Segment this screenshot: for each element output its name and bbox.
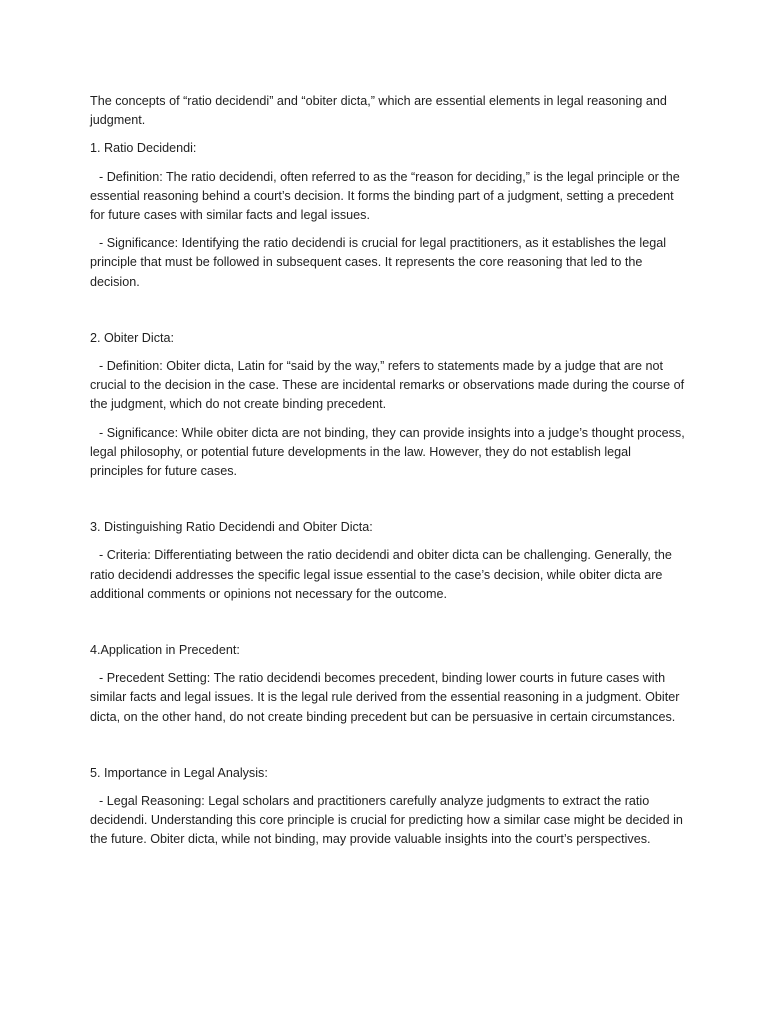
ratio-definition-paragraph: - Definition: The ratio decidendi, often referred to as the “reason for deciding,” is the legal principle or the essential reasoning behind a court’s decision. It forms the binding part of a judgment, setting a precedent for future cases with similar facts and legal issues. xyxy=(90,169,680,223)
section-heading-obiter-dicta: 2. Obiter Dicta: xyxy=(90,330,174,345)
application-precedent-paragraph: - Precedent Setting: The ratio decidendi becomes precedent, binding lower courts in future cases with similar facts and legal issues. It is the legal rule derived from the essential reasoning in a judgment. Obiter dicta, on the other hand, do not create binding precedent but can be persuasive in certain circumstances. xyxy=(90,671,680,724)
obiter-significance-paragraph: - Significance: While obiter dicta are not binding, they can provide insights into a judge’s thought process, legal philosophy, or potential future developments in the law. However, they do not establish legal principles for future cases. xyxy=(90,425,685,479)
ratio-significance-paragraph: - Significance: Identifying the ratio decidendi is crucial for legal practitioners, as it establishes the legal principle that must be followed in subsequent cases. It represents the core reasoning that led to the decision. xyxy=(90,236,667,289)
obiter-definition-paragraph: - Definition: Obiter dicta, Latin for “said by the way,” refers to statements made by a judge that are not crucial to the decision in the case. These are incidental remarks or observations made during the course of the judgment, which do not create binding precedent. xyxy=(90,359,685,412)
section-heading-application: 4.Application in Precedent: xyxy=(90,643,240,658)
section-heading-importance: 5. Importance in Legal Analysis: xyxy=(90,765,268,780)
section-spacer xyxy=(90,736,686,764)
section-spacer xyxy=(90,301,686,329)
distinguishing-criteria-paragraph: - Criteria: Differentiating between the ratio decidendi and obiter dicta can be challenging. Generally, the ratio decidendi addresses the specific legal issue essential to the case’s decision, while obiter dicta are additional comments or opinions not necessary for the outcome. xyxy=(90,548,672,601)
section-spacer xyxy=(90,613,686,641)
section-heading-ratio-decidendi: 1. Ratio Decidendi: xyxy=(90,141,197,156)
section-heading-distinguishing: 3. Distinguishing Ratio Decidendi and Obiter Dicta: xyxy=(90,520,373,535)
document-page xyxy=(90,92,686,859)
importance-reasoning-paragraph: - Legal Reasoning: Legal scholars and practitioners carefully analyze judgments to extract the ratio decidendi. Understanding this core principle is crucial for predicting how a similar case might be decided in the future. Obiter dicta, while not binding, may provide valuable insights into the court’s perspectives. xyxy=(90,794,683,847)
intro-paragraph: The concepts of “ratio decidendi” and “obiter dicta,” which are essential elements in legal reasoning and judgment. xyxy=(90,94,667,128)
section-spacer xyxy=(90,490,686,518)
